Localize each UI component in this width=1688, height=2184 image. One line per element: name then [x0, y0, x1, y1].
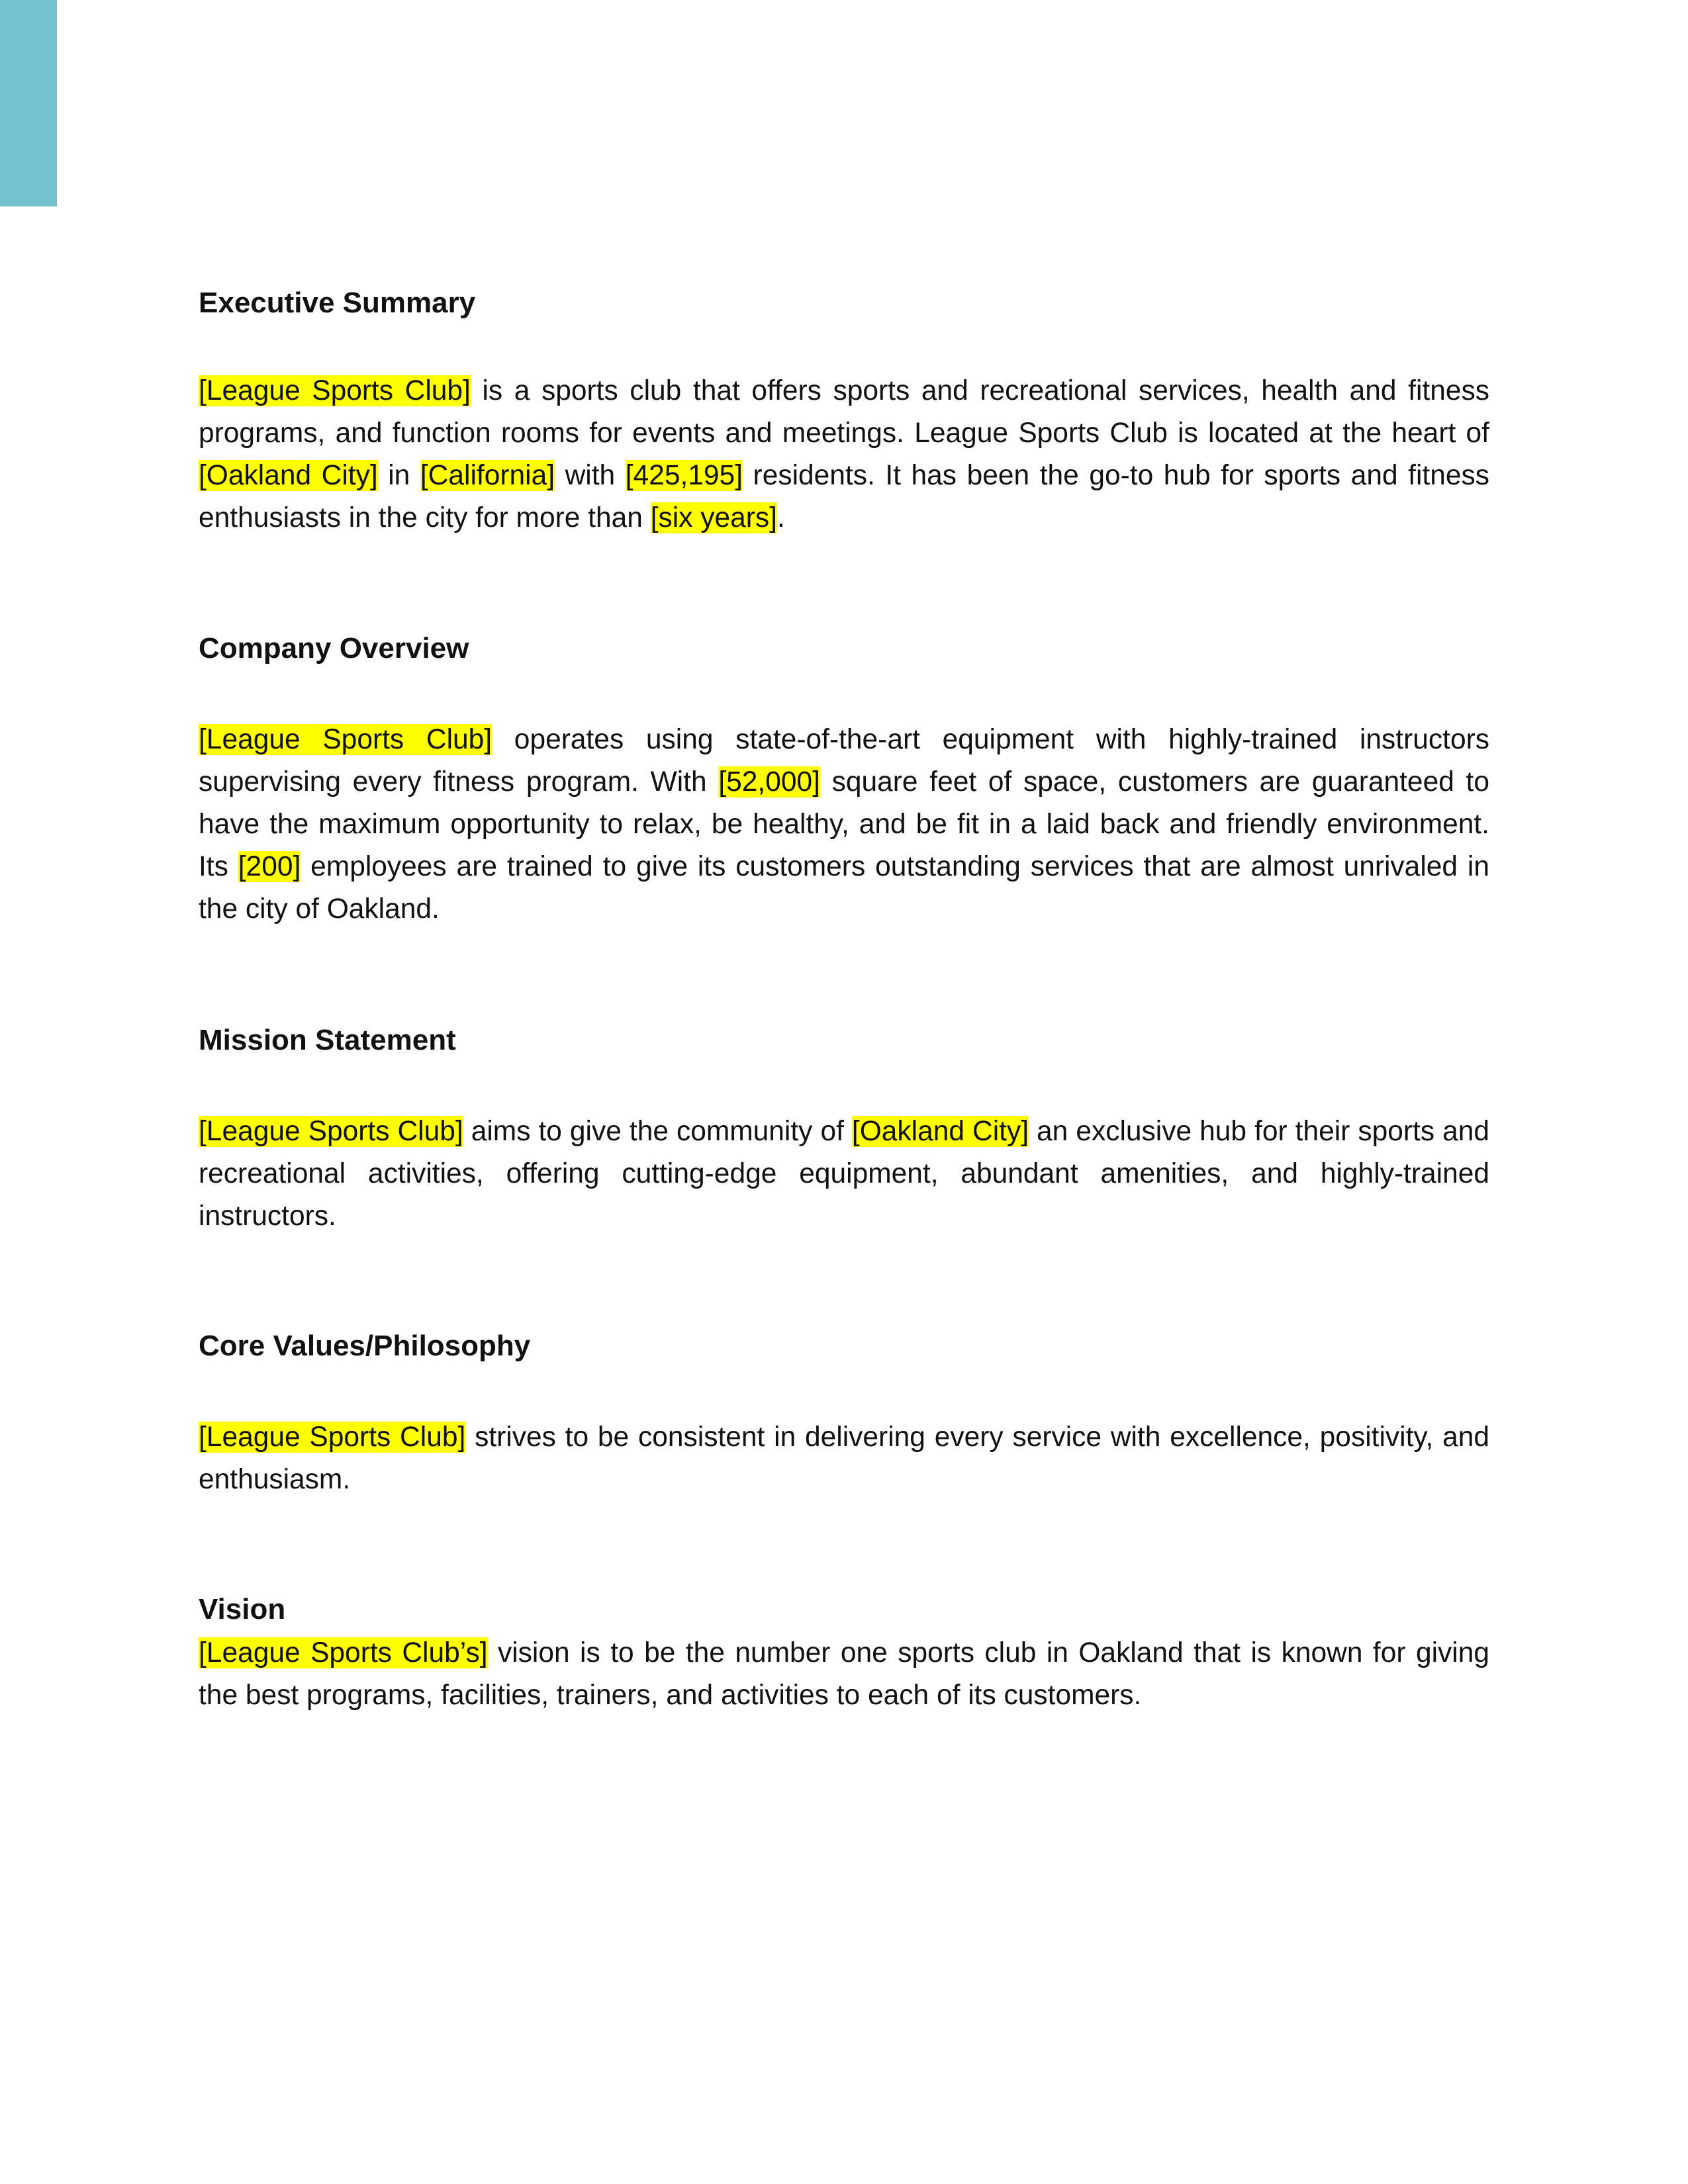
placeholder-highlight: [Oakland City] [851, 1116, 1029, 1147]
body-text: aims to give the community of [463, 1116, 852, 1147]
placeholder-highlight: [League Sports Club] [199, 375, 471, 406]
body-text: vision is to be the number one sports club in Oakland that is known for giving the best programs, facilities, trainers, and activities to each of its customers. [199, 1637, 1489, 1711]
placeholder-highlight: [League Sports Club] [199, 1422, 466, 1453]
placeholder-highlight: [six years] [650, 502, 777, 533]
placeholder-highlight: [League Sports Club] [199, 1116, 463, 1147]
body-text: an exclusive hub for their sports and recreational activities, offering cutting-edge equipment, abundant amenities, and highly-trained instructors. [199, 1116, 1489, 1232]
body-text: employees are trained to give its customers outstanding services that are almost unrivaled in the city of Oakland. [199, 851, 1489, 925]
body-text: square feet of space, customers are guaranteed to have the maximum opportunity to relax, be healthy, and be fit in a laid back and friendly environment. Its [199, 766, 1489, 882]
section-body [199, 1111, 1489, 1238]
section-body [199, 370, 1489, 539]
placeholder-highlight: [Oakland City] [199, 460, 378, 491]
section-body [199, 719, 1489, 931]
body-text: is a sports club that offers sports and recreational services, health and fitness programs, and function rooms for events and meetings. League Sports Club is located at the heart of [199, 375, 1489, 449]
section-mission-statement [199, 1022, 1489, 1238]
placeholder-highlight: [League Sports Club’s] [199, 1637, 488, 1668]
placeholder-highlight: [52,000] [718, 766, 820, 797]
section-heading: Executive Summary [199, 287, 476, 319]
body-text: residents. It has been the go-to hub for sports and fitness enthusiasts in the city for more than [199, 460, 1489, 533]
body-text: in [377, 460, 420, 491]
body-text: operates using state-of-the-art equipment with highly-trained instructors supervising every fitness program. With [199, 724, 1489, 797]
body-text: . [777, 502, 785, 533]
section-heading: Vision [199, 1593, 286, 1625]
placeholder-highlight: [League Sports Club] [199, 724, 492, 755]
section-vision [199, 1591, 1489, 1717]
section-executive-summary [199, 285, 1489, 539]
section-company-overview [199, 630, 1489, 931]
placeholder-highlight: [425,195] [625, 460, 743, 491]
section-body [199, 1632, 1489, 1717]
placeholder-highlight: [200] [238, 851, 301, 882]
section-heading: Core Values/Philosophy [199, 1330, 531, 1362]
section-heading: Mission Statement [199, 1024, 456, 1056]
placeholder-highlight: [California] [420, 460, 555, 491]
section-body [199, 1416, 1489, 1501]
section-heading: Company Overview [199, 632, 469, 664]
body-text: with [555, 460, 626, 491]
section-core-values [199, 1328, 1489, 1501]
accent-bar [0, 0, 57, 206]
body-text: strives to be consistent in delivering every service with excellence, positivity, and enthusiasm. [199, 1422, 1489, 1495]
